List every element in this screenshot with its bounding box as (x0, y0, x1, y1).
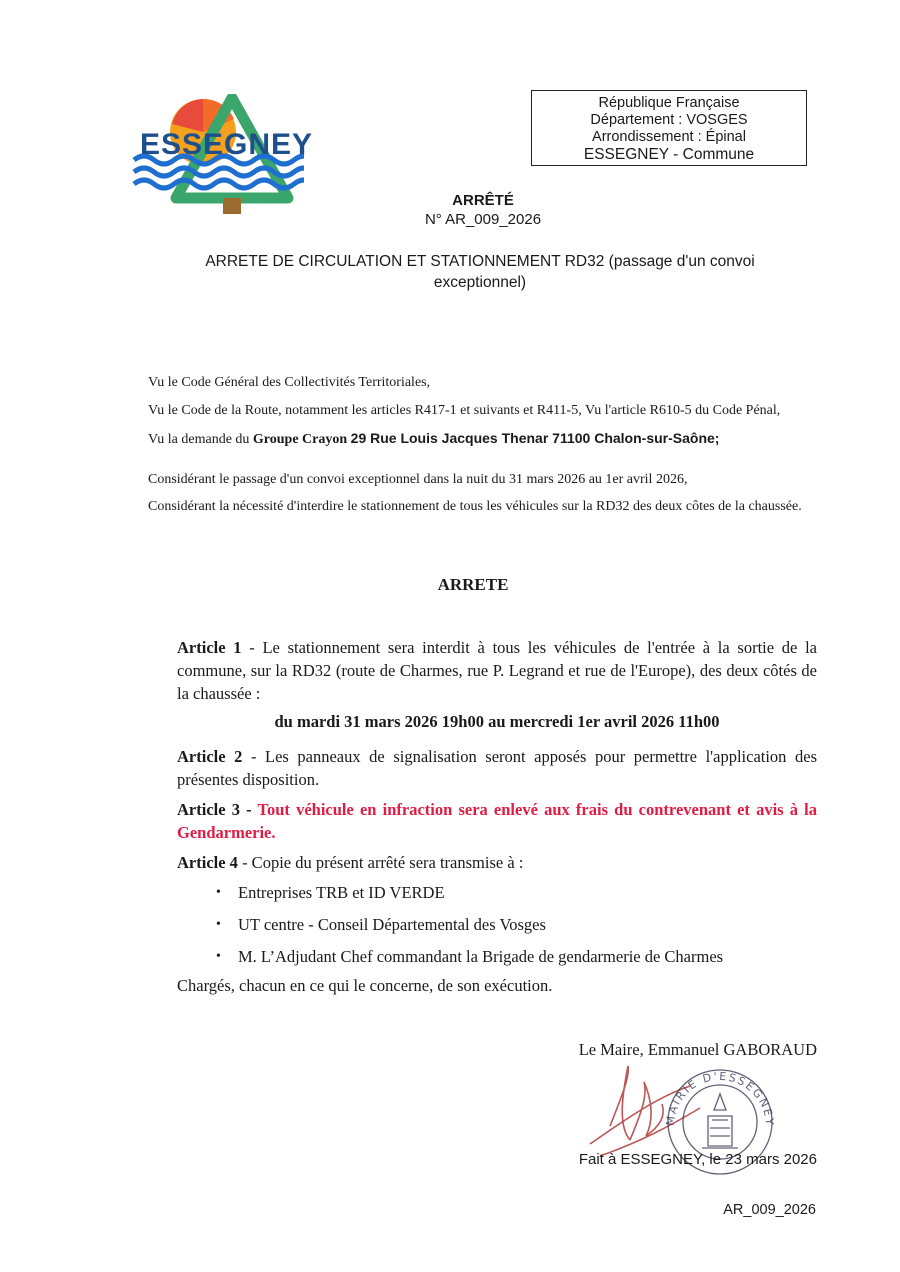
article-1-text: - Le stationnement sera interdit à tous les véhicules de l'entrée à la sortie de la commune, sur la RD32 (route de Charmes, rue P. Legrand et rue de l'Europe), des deux côtés de la chaussée : (177, 638, 817, 703)
decision-heading: ARRETE (437, 575, 509, 594)
document-title: ARRÊTÉ (452, 192, 514, 209)
vu-road-code: Vu le Code de la Route, notamment les articles R417-1 et suivants et R411-5, Vu l'article R610-5 du Code Pénal, (148, 403, 781, 418)
article-4 (177, 851, 817, 874)
vu-request (148, 429, 818, 449)
logo-wordmark: ESSEGNEY (140, 128, 314, 161)
vu-request-address: 29 Rue Louis Jacques Thenar 71100 Chalon-sur-Saône (350, 430, 715, 446)
seal-lettering: MAIRIE D'ESSEGNEY (663, 1069, 777, 1128)
article-1-label: Article 1 (177, 638, 242, 657)
list-item: • Entreprises TRB et ID VERDE (214, 880, 723, 912)
considerant-parking: Considérant la nécessité d'interdire le stationnement de tous les véhicules sur la RD32 des deux côtes de la chaussée. (148, 499, 802, 514)
vu-request-prefix: Vu la demande du (148, 432, 253, 447)
article-3-label: Article 3 - (177, 800, 252, 819)
article-1-dates: du mardi 31 mars 2026 19h00 au mercredi 1er avril 2026 11h00 (274, 712, 720, 731)
mayor-signature-line: Le Maire, Emmanuel GABORAUD (578, 1040, 817, 1059)
list-item: • UT centre - Conseil Départemental des Vosges (214, 912, 723, 944)
signature-scribble-icon (590, 1066, 700, 1156)
closing-statement: Chargés, chacun en ce qui le concerne, de son exécution. (177, 976, 553, 995)
document-subject: ARRETE DE CIRCULATION ET STATIONNEMENT RD32 (passage d'un convoi exceptionnel) (205, 253, 755, 291)
recipients-list (214, 880, 723, 976)
article-3-text: Tout véhicule en infraction sera enlevé aux frais du contrevenant et avis à la Gendarmerie. (177, 800, 817, 842)
considerant-convoy: Considérant le passage d'un convoi exceptionnel dans la nuit du 31 mars 2026 au 1er avril 2026, (148, 472, 688, 487)
article-2-label: Article 2 (177, 747, 243, 766)
republic-line: République Française (598, 95, 740, 111)
article-1 (177, 636, 817, 705)
article-4-text: - Copie du présent arrêté sera transmise à : (237, 853, 524, 872)
article-3 (177, 798, 817, 844)
department-line: Département : VOSGES (590, 112, 748, 128)
signed-at-date: Fait à ESSEGNEY, le 23 mars 2026 (578, 1151, 817, 1168)
vu-general-code: Vu le Code Général des Collectivités Territoriales, (148, 375, 431, 390)
district-line: Arrondissement : Épinal (592, 129, 746, 145)
article-4-label: Article 4 (177, 853, 238, 872)
administration-box (531, 90, 807, 166)
vu-request-company: Groupe Crayon (252, 432, 348, 447)
commune-line: ESSEGNEY - Commune (583, 146, 755, 163)
article-2 (177, 745, 817, 791)
list-item: • M. L’Adjudant Chef commandant la Brigade de gendarmerie de Charmes (214, 944, 723, 976)
article-2-text: - Les panneaux de signalisation seront apposés pour permettre l'application des présentes disposition. (177, 747, 817, 789)
document-number: N° AR_009_2026 (424, 211, 542, 228)
footer-reference: AR_009_2026 (723, 1202, 816, 1218)
vu-request-suffix: ; (714, 430, 720, 446)
